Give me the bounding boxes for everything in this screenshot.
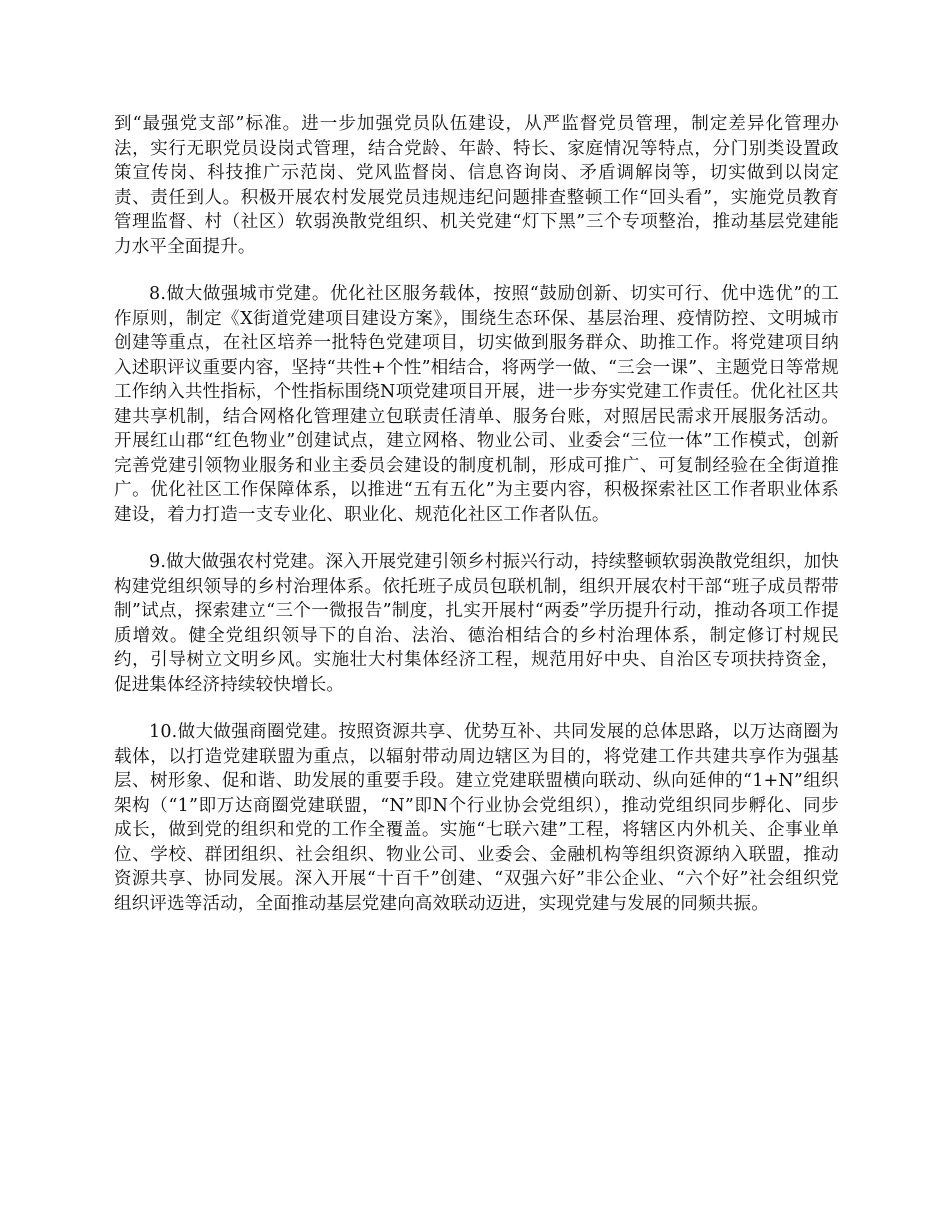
document-page [114,112,839,939]
paragraph-rural-party-building: 9.做大做强农村党建。深入开展党建引领乡村振兴行动，持续整顿软弱涣散党组织，加快构建党组织领导的乡村治理体系。依托班子成员包联机制，组织开展农村干部“班子成员帮带制”试点，探索建立“三个一微报告”制度，扎实开展村“两委”学历提升行动，推动各项工作提质增效。健全党组织领导下的自治、法治、德治相结合的乡村治理体系，制定修订村规民约，引导树立文明乡风。实施壮大村集体经济工程，规范用好中央、自治区专项扶持资金，促进集体经济持续较快增长。 [114,552,839,695]
paragraph-continuation: 到“最强党支部”标准。进一步加强党员队伍建设，从严监督党员管理，制定差异化管理办法，实行无职党员设岗式管理，结合党龄、年龄、特长、家庭情况等特点，分门别类设置政策宣传岗、科技推广示范岗、党风监督岗、信息咨询岗、矛盾调解岗等，切实做到以岗定责、责任到人。积极开展农村发展党员违规违纪问题排查整顿工作“回头看”，实施党员教育管理监督、村（社区）软弱涣散党组织、机关党建“灯下黑”三个专项整治，推动基层党建能力水平全面提升。 [114,114,839,257]
paragraph-commercial-district-party-building: 10.做大做强商圈党建。按照资源共享、优势互补、共同发展的总体思路，以万达商圈为载体，以打造党建联盟为重点，以辐射带动周边辖区为目的，将党建工作共建共享作为强基层、树形象、促和谐、助发展的重要手段。建立党建联盟横向联动、纵向延伸的“1+N”组织架构（“1”即万达商圈党建联盟，“N”即N个行业协会党组织），推动党组织同步孵化、同步成长，做到党的组织和党的工作全覆盖。实施“七联六建”工程，将辖区内外机关、企事业单位、学校、群团组织、社会组织、物业公司、业委会、金融机构等组织资源纳入联盟，推动资源共享、协同发展。深入开展“十百千”创建、“双强六好”非公企业、“六个好”社会组织党组织评选等活动，全面推动基层党建向高效联动迈进，实现党建与发展的同频共振。 [114,722,839,914]
paragraph-urban-party-building: 8.做大做强城市党建。优化社区服务载体，按照“鼓励创新、切实可行、优中选优”的工作原则，制定《X街道党建项目建设方案》，围绕生态环保、基层治理、疫情防控、文明城市创建等重点，在社区培养一批特色党建项目，切实做到服务群众、助推工作。将党建项目纳入述职评议重要内容，坚持“共性+个性”相结合，将两学一做、“三会一课”、主题党日等常规工作纳入共性指标，个性指标围绕N项党建项目开展，进一步夯实党建工作责任。优化社区共建共享机制，结合网格化管理建立包联责任清单、服务台账，对照居民需求开展服务活动。开展红山郡“红色物业”创建试点，建立网格、物业公司、业委会“三位一体”工作模式，创新完善党建引领物业服务和业主委员会建设的制度机制，形成可推广、可复制经验在全街道推广。优化社区工作保障体系，以推进“五有五化”为主要内容，积极探索社区工作者职业体系建设，着力打造一支专业化、职业化、规范化社区工作者队伍。 [114,284,839,525]
